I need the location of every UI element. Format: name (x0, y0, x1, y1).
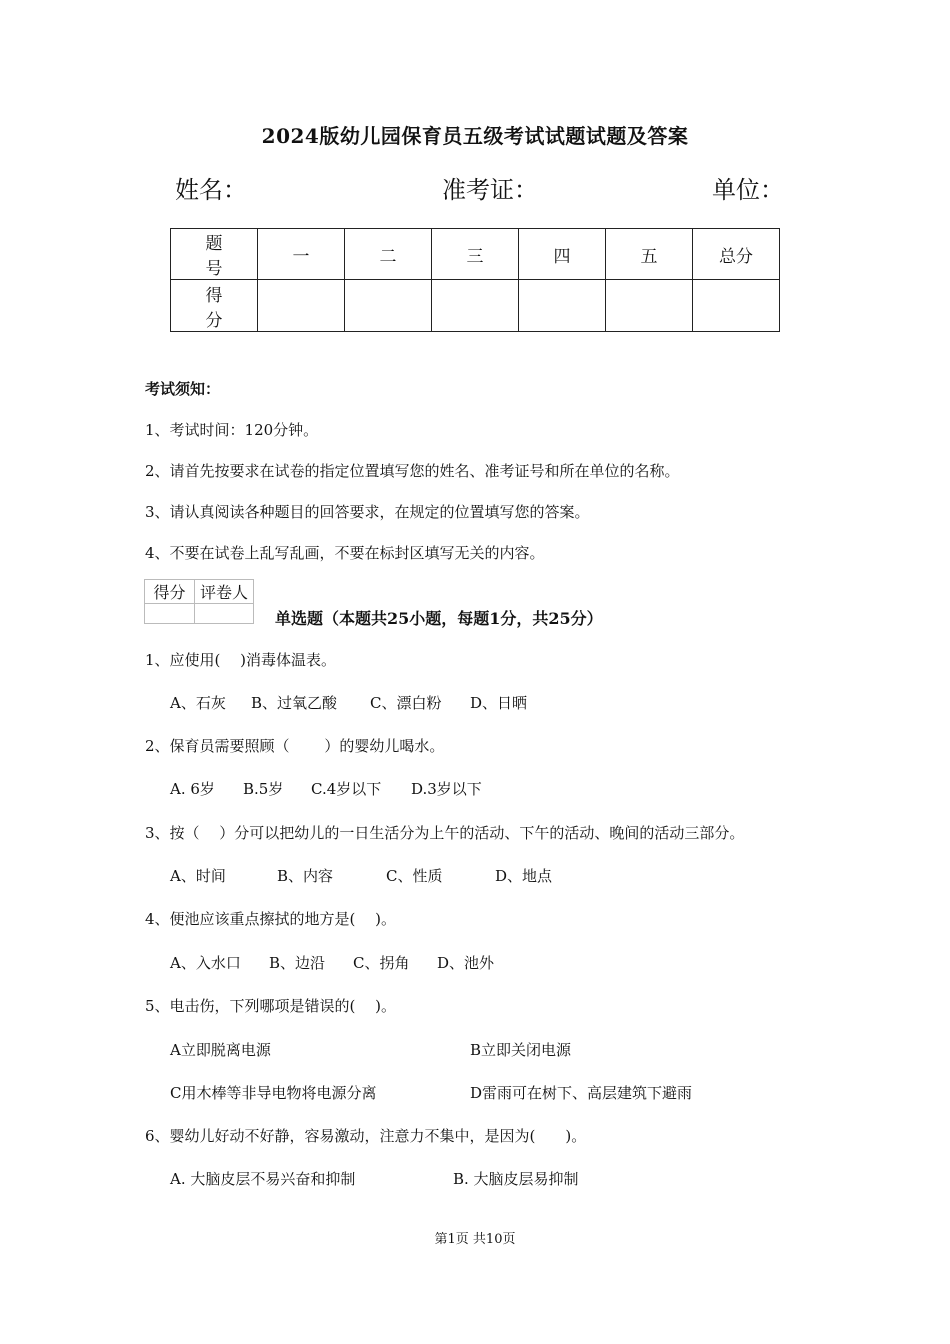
option: A、入水口 (170, 954, 241, 972)
option: A立即脱离电源 (170, 1041, 271, 1059)
score-table-score-row (171, 280, 780, 332)
score-input-cell[interactable] (432, 280, 519, 332)
option: D、地点 (495, 867, 553, 885)
option: A、石灰 (170, 694, 226, 712)
score-table-cell: 总分 (693, 229, 780, 280)
option: A、时间 (170, 867, 226, 885)
option: B、过氧乙酸 (251, 694, 338, 712)
question-text: 6、婴幼儿好动不好静，容易激动，注意力不集中，是因为( )。 (145, 1127, 587, 1145)
option: B.5岁 (243, 780, 284, 798)
question-text: 2、保育员需要照顾（ ）的婴幼儿喝水。 (145, 737, 445, 755)
option: D、日晒 (470, 694, 528, 712)
page-footer: 第1页 共10页 (434, 1232, 516, 1247)
exam-id-field-label: 准考证： (442, 176, 538, 204)
question-text: 5、电击伤，下列哪项是错误的( )。 (145, 997, 397, 1015)
option: B、内容 (277, 867, 334, 885)
question-text: 4、便池应该重点擦拭的地方是( )。 (145, 910, 397, 928)
note-item: 4、不要在试卷上乱写乱画，不要在标封区填写无关的内容。 (145, 544, 545, 562)
option: D雷雨可在树下、高层建筑下避雨 (470, 1084, 693, 1102)
option: C、拐角 (353, 954, 410, 972)
score-input-cell[interactable] (606, 280, 693, 332)
grader-name-label: 评卷人 (195, 580, 254, 604)
question-text: 1、应使用( )消毒体温表。 (145, 651, 337, 669)
score-table-cell: 三 (432, 229, 519, 280)
unit-field-label: 单位： (712, 176, 784, 204)
score-table-cell: 二 (345, 229, 432, 280)
score-table-cell: 得分 (171, 280, 258, 332)
option: C、漂白粉 (370, 694, 442, 712)
option: B、边沿 (269, 954, 326, 972)
page-title: 2024版幼儿园保育员五级考试试题试题及答案 (261, 124, 689, 148)
score-input-cell[interactable] (693, 280, 780, 332)
grader-score-cell[interactable] (145, 604, 195, 624)
score-table-header-row (171, 229, 780, 280)
option: C.4岁以下 (311, 780, 382, 798)
grader-score-label: 得分 (145, 580, 195, 604)
grader-name-cell[interactable] (195, 604, 254, 624)
option: D.3岁以下 (411, 780, 482, 798)
option: C用木棒等非导电物将电源分离 (170, 1084, 377, 1102)
option: C、性质 (386, 867, 443, 885)
notes-heading: 考试须知： (145, 380, 221, 398)
score-table-cell: 四 (519, 229, 606, 280)
score-table-cell: 五 (606, 229, 693, 280)
name-field-label: 姓名： (175, 176, 247, 204)
score-table-cell: 一 (258, 229, 345, 280)
option: A. 6岁 (170, 780, 215, 798)
score-table (170, 228, 780, 332)
option: B. 大脑皮层易抑制 (453, 1170, 579, 1188)
option: D、池外 (437, 954, 495, 972)
note-item: 3、请认真阅读各种题目的回答要求，在规定的位置填写您的答案。 (145, 503, 590, 521)
note-item: 1、考试时间：120分钟。 (145, 421, 319, 439)
score-table-cell: 题号 (171, 229, 258, 280)
grader-box (144, 579, 254, 624)
section-title: 单选题（本题共25小题，每题1分，共25分） (275, 609, 603, 628)
option: A. 大脑皮层不易兴奋和抑制 (170, 1170, 356, 1188)
score-input-cell[interactable] (258, 280, 345, 332)
note-item: 2、请首先按要求在试卷的指定位置填写您的姓名、准考证号和所在单位的名称。 (145, 462, 680, 480)
score-input-cell[interactable] (519, 280, 606, 332)
question-text: 3、按（ ）分可以把幼儿的一日生活分为上午的活动、下午的活动、晚间的活动三部分。 (145, 824, 745, 842)
score-input-cell[interactable] (345, 280, 432, 332)
option: B立即关闭电源 (470, 1041, 572, 1059)
